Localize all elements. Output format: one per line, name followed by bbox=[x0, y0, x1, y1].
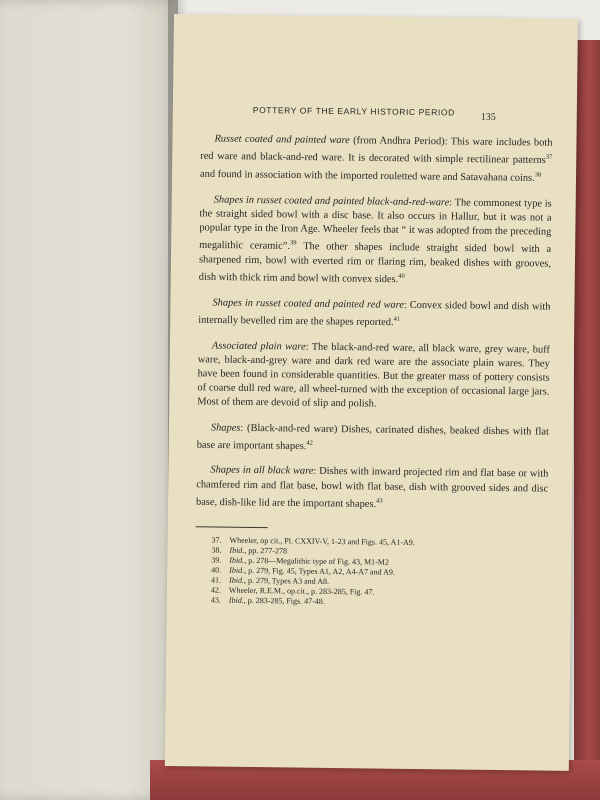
page-body bbox=[195, 132, 553, 609]
paragraph: Shapes in russet coated and painted red ware: Convex sided bowl and dish with internally bevelled rim are the shapes reported.$^{41}$ bbox=[198, 297, 551, 329]
paragraph: Associated plain ware: The black-and-red ware, all black ware, grey ware, buff ware, black-and-grey ware and dark red ware are the associate plain wares. They have been found in considerable quantities. But the greater mass of pottery consists of coarse dull red ware, all wheel-turned with the exception of occasional large jars. Most of them are devoid of slip and polish. bbox=[197, 340, 550, 410]
paragraph: Russet coated and painted ware (from Andhra Period): This ware includes both red ware and black-and-red ware. It is decorated with simple rectilinear patterns$^{37}$ and found in association with the imported rouletted ware and Satavahana coins.$^{38}$ bbox=[199, 133, 553, 184]
page-number: 135 bbox=[480, 111, 496, 123]
footnotes bbox=[195, 535, 548, 609]
running-header: POTTERY OF THE EARLY HISTORIC PERIOD bbox=[252, 104, 455, 118]
footnote: 37. Wheeler, op cit., Pl. CXXIV-V, 1-23 and Figs. 45, A1-A9. bbox=[211, 535, 415, 547]
footnote: 42. Wheeler, R.E.M., op.cit., p. 283-285, Fig. 47. bbox=[210, 585, 375, 597]
footnote: 38. Ibid., pp. 277-278 bbox=[211, 545, 288, 555]
paragraph: Shapes in russet coated and painted black-and-red-ware: The commonest type is the straight sided bowl with a disc base. It also occurs in Hallur, but it was not a popular type in the Iron Age. Wheeler feels that “ it was adopted from the preceding megalithic ceramic”.$^{39}$ The other shapes include straight sided bowl with a sharpened rim, bowl with everted rim or flaring rim, beaked dishes with grooves, dish with thick rim and bowl with convex sides.$^{40}$ bbox=[198, 194, 552, 286]
footnote: 41. Ibid., p. 279, Types A3 and A8. bbox=[211, 575, 330, 586]
footnote: 39. Ibid., p. 278—Megalithic type of Fig. 43, M1-M2 bbox=[211, 555, 389, 567]
paragraph: Shapes: (Black-and-red ware) Dishes, carinated dishes, beaked dishes with flat base are important shapes.$^{42}$ bbox=[196, 422, 549, 452]
footnote-divider bbox=[196, 526, 268, 528]
paragraph: Shapes in all black ware: Dishes with inward projected rim and flat base or with chamfered rim and flat base, bowl with flat base, dish with grooved sides and disc base, dish-like lid are the important shapes.$^{43}$ bbox=[195, 464, 549, 510]
left-page bbox=[0, 0, 178, 800]
footnote: 43. Ibid., p. 283-285, Figs. 47-48. bbox=[210, 595, 325, 606]
book-cover-edge bbox=[574, 40, 600, 800]
book-page bbox=[165, 14, 578, 771]
footnote: 40. Ibid., p. 279, Fig. 45, Types A1, A2, A4-A7 and A9. bbox=[211, 565, 396, 577]
